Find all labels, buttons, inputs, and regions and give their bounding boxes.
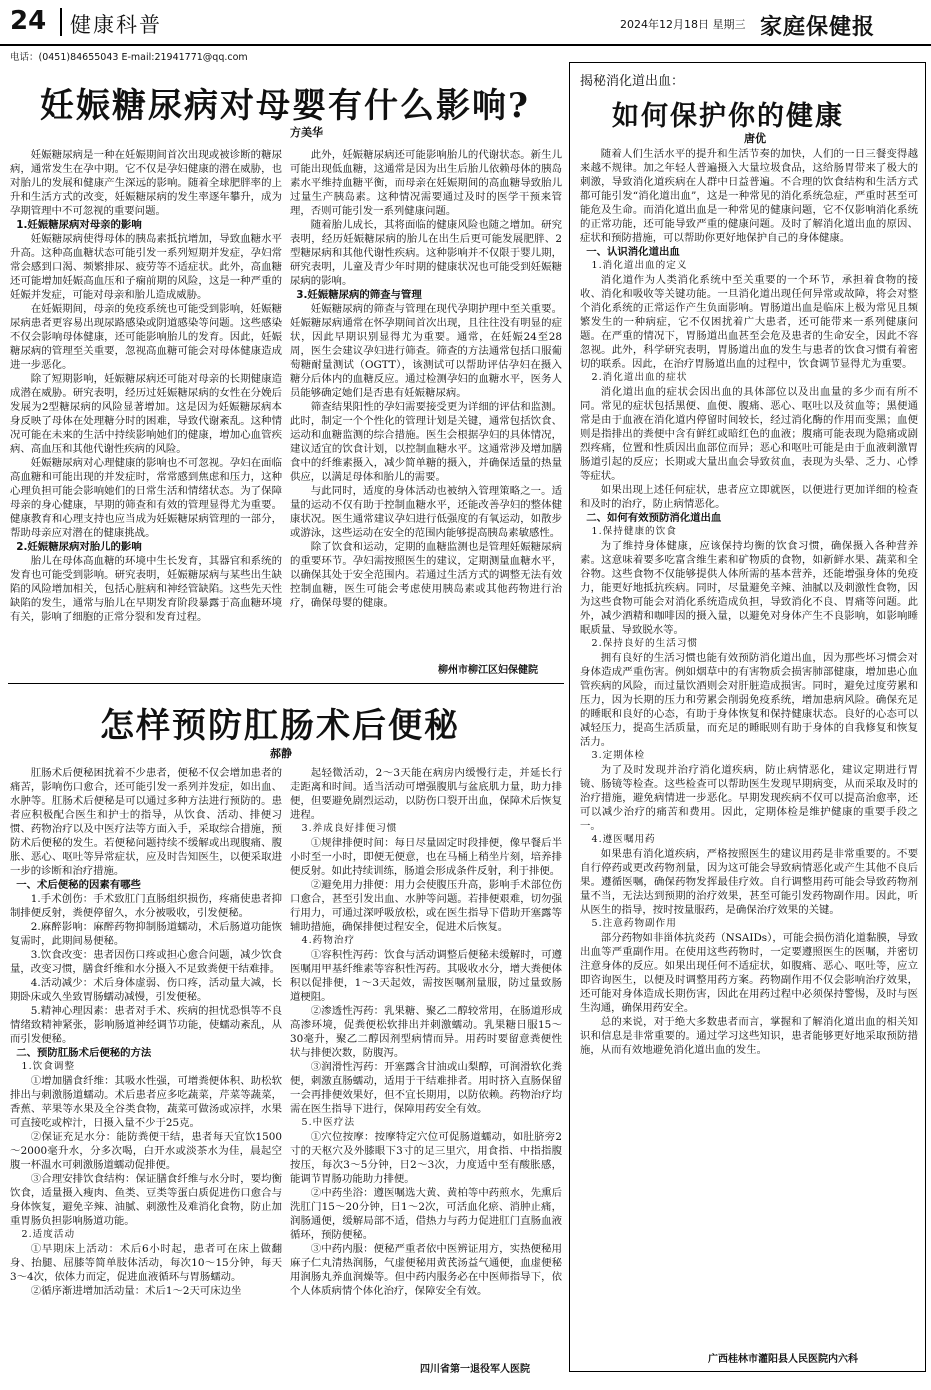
- paragraph: 筛查结果阳性的孕妇需要接受更为详细的评估和监测。此时，制定一个个性化的管理计划是关键，通常包括饮食、运动和血糖监测的综合措施。医生会根据孕妇的具体情况，建议适宜的饮食计划，以控制血糖水平。这通常涉及增加膳食中的纤维素摄入，减少简单糖的摄入，并确保适量的热量供应，以满足母体和胎儿的需要。: [290, 401, 562, 483]
- section-name: 健康科普: [70, 13, 162, 37]
- paragraph: 随着胎儿成长，其将面临的健康风险也随之增加。研究表明，经历妊娠糖尿病的胎儿在出生后更可能发展肥胖、2型糖尿病和其他代谢性疾病。这种影响并不仅限于婴儿期，研究表明，儿童及青少年时期的健康状况也可能受到妊娠糖尿病的影响。: [290, 219, 562, 287]
- paragraph: 妊娠糖尿病的筛查与管理在现代孕期护理中至关重要。妊娠糖尿病通常在怀孕期间首次出现，且往往没有明显的症状，因此早期识别显得尤为重要。通常，在妊娠24至28周，医生会建议孕妇进行筛查。筛查的方法通常包括口服葡萄糖耐量测试（OGTT），该测试可以帮助评估孕妇在摄入糖分后体内的血糖反应。通过检测孕妇的血糖水平，医务人员能够确定她们是否患有妊娠糖尿病。: [290, 303, 562, 399]
- article-divider: [8, 683, 564, 684]
- paragraph: 4.活动减少：术后身体虚弱、伤口疼，活动量大减，长期卧床或久坐致胃肠蠕动减慢，引发便秘。: [10, 977, 282, 1003]
- paragraph: ②保证充足水分：能防粪便干结，患者每天宜饮1500～2000毫升水，分多次喝，白开水或淡茶水为佳，晨起空腹一杯温水可刺激肠道蠕动促排便。: [10, 1131, 282, 1171]
- article1-title: 妊娠糖尿病对母婴有什么影响?: [40, 86, 530, 126]
- paragraph: 为了维持身体健康，应该保持均衡的饮食习惯，确保摄入各种营养素。这意味着要多吃富含维生素和矿物质的食物，如新鲜水果、蔬菜和全谷物。这些食物不仅能够提供人体所需的基本营养，还能增强身体的免疫力，能更好地抵抗疾病。同时，尽量避免辛辣、油腻以及刺激性食物，因为这些食物可能会对消化系统造成负担，导致消化不良、胃痛等问题。此外，减少酒精和咖啡因的摄入量，以避免对身体产生不良影响，如影响睡眠质量、导致脱水等。: [580, 540, 918, 636]
- paragraph: 随着人们生活水平的提升和生活节奏的加快，人们的一日三餐变得越来越不规律。加之年轻人普遍摄入大量垃圾食品，这给肠胃带来了极大的刺激，导致消化道疾病在人群中日益普遍。不合理的饮食结构和生活方式都可能引发“消化道出血”，这是一种常见的消化系统急症，严重时甚至可能危及生命。而消化道出血是一种常见的健康问题，它不仅影响消化系统的正常功能，还可能导致严重的健康问题。及时了解消化道出血的原因、症状和预防措施，可以帮助你更好地保护自己的身体健康。: [580, 148, 918, 244]
- masthead: [0, 0, 931, 46]
- page-number: 24: [10, 6, 47, 36]
- paragraph: ②中药坐浴：遵医嘱选大黄、黄柏等中药煎水，先熏后洗肛门15～20分钟，日1～2次，可活血化瘀、消肿止痛，润肠通便，缓解局部不适，借热力与药力促进肛门直肠血液循环，预防便秘。: [290, 1187, 562, 1241]
- paper-name: 家庭保健报: [760, 14, 876, 40]
- paragraph: 在妊娠期间，母亲的免疫系统也可能受到影响，妊娠糖尿病患者更容易出现尿路感染或阴道感染等问题。这些感染不仅会影响母体健康，还可能影响胎儿的发育。因此，妊娠糖尿病的管理至关重要，忽视高血糖可能会对母体健康造成进一步恶化。: [10, 303, 282, 371]
- paragraph: 2.麻醉影响：麻醉药物抑制肠道蠕动，术后肠道功能恢复需时，此期间易便秘。: [10, 921, 282, 947]
- subheading: 5.中医疗法: [301, 1117, 356, 1128]
- subheading: 二、预防肛肠术后便秘的方法: [16, 1047, 152, 1059]
- paragraph: 5.精神心理因素：患者对手术、疾病的担忧恐惧等不良情绪致精神紧张，影响肠道神经调节功能，使蠕动紊乱，从而引发便秘。: [10, 1005, 282, 1045]
- sidebar-kicker: 揭秘消化道出血：: [580, 74, 685, 89]
- article2-col2: [290, 766, 562, 1360]
- subheading: 3.定期体检: [591, 750, 646, 761]
- paragraph: ③中药内服：便秘严重者依中医辨证用方，实热便秘用麻子仁丸清热润肠，气虚便秘用黄芪汤益气通便，血虚便秘用润肠丸养血润燥等。但中药内服务必在中医师指导下，依个人体质病情个体化治疗，保障安全有效。: [290, 1243, 562, 1297]
- subheading: 3.妊娠糖尿病的筛查与管理: [296, 289, 422, 301]
- paragraph: 为了及时发现并治疗消化道疾病，防止病情恶化，建议定期进行胃镜、肠镜等检查。这些检查可以帮助医生发现早期病变，从而采取及时的治疗措施，避免病情进一步恶化。早期发现疾病不仅可以提高治愈率，还可以减少治疗的痛苦和费用。因此，定期体检是维护健康的重要手段之一。: [580, 764, 918, 832]
- paragraph: ①增加膳食纤维：其吸水性强，可增粪便体积、助松软排出与刺激肠道蠕动。术后患者应多吃蔬菜，芹菜等蔬菜，香蕉、苹果等水果及全谷类食物，蔬菜可做汤或凉拌，水果可直接吃或榨汁，日摄入量不少于25克。: [10, 1075, 282, 1129]
- article1-source: 柳州市柳江区妇保健院: [438, 665, 538, 676]
- sidebar-source: 广西桂林市灌阳县人民医院内六科: [708, 1354, 858, 1365]
- paragraph: ②避免用力排便：用力会使腹压升高，影响手术部位伤口愈合，甚至引发出血、水肿等问题。若排便艰难，切勿强行用力，可通过深呼吸放松，或在医生指导下借助开塞露等辅助措施，确保排便过程安全，促进术后恢复。: [290, 879, 562, 933]
- subheading: 2.适度活动: [21, 1229, 76, 1240]
- article1-col1: [10, 148, 282, 676]
- paragraph: 拥有良好的生活习惯也能有效预防消化道出血，因为那些坏习惯会对身体造成严重伤害。例如烟草中的有害物质会损害肺部健康，增加患心血管疾病的风险，而过量饮酒则会对肝脏造成损害。同时，避免过度劳累和压力，因为长期的压力和劳累会削弱免疫系统，增加患病风险。确保充足的睡眠和良好的心态，有助于身体恢复和保持健康状态。良好的心态可以减轻压力，提高生活质量，而充足的睡眠则有助于身体的自我修复和恢复活力。: [580, 652, 918, 748]
- paragraph: 妊娠糖尿病使得母体的胰岛素抵抗增加，导致血糖水平升高。这种高血糖状态可能引发一系列短期并发症，孕妇常常会感到口渴、频繁排尿、疲劳等不适症状。此外，高血糖还可能增加妊娠高血压和子痫前期的风险，这是一种严重的妊娠并发症，可能对母亲和胎儿造成威胁。: [10, 233, 282, 301]
- paragraph: ③合理安排饮食结构：保证膳食纤维与水分时，要均衡饮食，适量摄入瘦肉、鱼类、豆类等蛋白质促进伤口愈合与身体恢复，避免辛辣、油腻、刺激性及难消化食物，防止加重胃肠负担影响肠道功能。: [10, 1173, 282, 1227]
- paragraph: 1.手术创伤：手术致肛门直肠组织损伤，疼痛使患者抑制排便反射，粪便停留久，水分被吸收，引发便秘。: [10, 893, 282, 919]
- subheading: 4.药物治疗: [301, 935, 356, 946]
- paragraph: 胎儿在母体高血糖的环境中生长发育，其器官和系统的发育也可能受到影响。研究表明，妊娠糖尿病与某些出生缺陷的风险增加相关，包括心脏病和神经管缺陷。这些先天性缺陷的发生，通常与胎儿在早期发育阶段暴露于高血糖环境有关，影响了细胞的正常分裂和发育过程。: [10, 555, 282, 623]
- paragraph: 妊娠糖尿病是一种在妊娠期间首次出现或被诊断的糖尿病，通常发生在孕中期。它不仅是孕妇健康的潜在威胁，也对胎儿的发展和健康产生深远的影响。随着全球肥胖率的上升和生活方式的改变，妊娠糖尿病的发生率逐年攀升，成为孕期管理中不可忽视的重要问题。: [10, 149, 282, 217]
- paragraph: 除了饮食和运动，定期的血糖监测也是管理妊娠糖尿病的重要环节。孕妇需按照医生的建议，定期测量血糖水平，以确保其处于安全范围内。若通过生活方式的调整无法有效控制血糖，医生可能会考虑使用胰岛素或其他药物进行治疗，确保母婴的健康。: [290, 541, 562, 609]
- paragraph: ①穴位按摩：按摩特定穴位可促肠道蠕动，如肚脐旁2寸的天枢穴及外膝眼下3寸的足三里穴，用食指、中指指腹按压，每次3～5分钟，日2～3次，力度适中至有酸胀感，能调节胃肠功能助力排便。: [290, 1131, 562, 1185]
- subheading: 二、如何有效预防消化道出血: [586, 512, 722, 524]
- paragraph: ①规律排便时间：每日尽量固定时段排便，像早餐后半小时至一小时，即便无便意，也在马桶上稍坐片刻，培养排便反射。如此持续训练，肠道会形成条件反射，利于排便。: [290, 837, 562, 877]
- subheading: 1.消化道出血的定义: [591, 260, 688, 271]
- paragraph: 与此同时，适度的身体活动也被纳入管理策略之一。适量的运动不仅有助于控制血糖水平，还能改善孕妇的整体健康状况。医生通常建议孕妇进行低强度的有氧运动，如散步或游泳，这些运动在安全的范围内能够提高胰岛素敏感性。: [290, 485, 562, 539]
- paragraph: 妊娠糖尿病对心理健康的影响也不可忽视。孕妇在面临高血糖和可能出现的并发症时，常常感到焦虑和压力，这种心理负担可能会影响她们的日常生活和情绪状态。为了保障母亲的身心健康，早期的筛查和有效的管理显得尤为重要。健康教育和心理支持也应当成为妊娠糖尿病管理的一部分，帮助母亲应对潜在的健康挑战。: [10, 457, 282, 539]
- masthead-divider: [60, 8, 62, 36]
- paragraph: ②循序渐进增加活动量：术后1～2天可床边坐: [30, 1285, 242, 1297]
- paragraph: 消化道作为人类消化系统中至关重要的一个环节，承担着食物的接收、消化和吸收等关键功能。一旦消化道出现任何异常或故障，将会对整个消化系统的正常运作产生负面影响。胃肠道出血是临床上极为常见且频繁发生的一种病症，它不仅困扰着广大患者，还可能带来一系列健康问题。在严重的情况下，胃肠道出血甚至会危及患者的生命安全，因此不容忽视。此外，科学研究表明，胃肠道出血的发生与患者的饮食习惯有着密切的联系。因此，在治疗胃肠道出血的过程中，饮食调节显得尤为重要。: [580, 274, 918, 370]
- subheading: 2.妊娠糖尿病对胎儿的影响: [16, 541, 142, 553]
- paragraph: 起轻微活动，2～3天能在病房内缓慢行走，并延长行走距离和时间。适当活动可增强腹肌与盆底肌力量，助力排便，但要避免剧烈运动，以防伤口裂开出血，保障术后恢复进程。: [290, 767, 562, 821]
- subheading: 2.消化道出血的症状: [591, 372, 688, 383]
- paragraph: 如果患有消化道疾病，严格按照医生的建议用药是非常重要的。不要自行停药或更改药物剂量，因为这可能会导致病情恶化或产生其他不良后果。遵循医嘱，确保药物发挥最佳疗效。自行调整用药可能会导致药物剂量不当，无法达到预期的治疗效果，甚至可能引发药物副作用。因此，听从医生的指导，按时按量服药，是确保治疗效果的关键。: [580, 848, 918, 916]
- article2-col1: [10, 766, 282, 1376]
- paragraph: 部分药物如非甾体抗炎药（NSAIDs），可能会损伤消化道黏膜，导致出血等严重副作用。在使用这些药物时，一定要遵照医生的医嘱，并密切注意身体的反应。如果出现任何不适症状，如腹痛、恶心、呕吐等，应立即咨询医生，以便及时调整用药方案。药物副作用不仅会影响治疗效果，还可能对身体造成长期伤害，因此在用药过程中必须保持警惕，及时与医生沟通，确保用药安全。: [580, 932, 918, 1014]
- subheading: 一、术后便秘的因素有哪些: [16, 879, 141, 891]
- paragraph: ②渗透性泻药：乳果糖、聚乙二醇较常用，在肠道形成高渗环境，促粪便松软排出并刺激蠕动。乳果糖日服15～30毫升，聚乙二醇因剂型病情而异。用药时要留意粪便性状与排便次数，防腹泻。: [290, 1005, 562, 1059]
- paragraph: 如果出现上述任何症状，患者应立即就医，以便进行更加详细的检查和及时的治疗，防止病情恶化。: [580, 484, 918, 510]
- article2-title: 怎样预防肛肠术后便秘: [100, 706, 460, 746]
- article2-source: 四川省第一退役军人医院: [420, 1364, 530, 1375]
- paragraph: 消化道出血的症状会因出血的具体部位以及出血量的多少而有所不同。常见的症状包括黑便、血便、腹痛、恶心、呕吐以及贫血等；黑便通常是由于血液在消化道内停留时间较长，经过消化酶的作用而变黑；血便则是指排出的粪便中含有鲜红或暗红色的血液；腹痛可能表现为隐痛或剧烈疼痛，位置和性质因出血部位而异；恶心和呕吐可能是由于血液刺激胃肠道引起的反应；长期或大量出血会导致贫血，表现为头晕、乏力、心悸等症状。: [580, 386, 918, 482]
- subheading: 一、认识消化道出血: [586, 246, 680, 258]
- issue-date: 2024年12月18日 星期三: [620, 18, 746, 31]
- subheading: 4.遵医嘱用药: [591, 834, 656, 845]
- paragraph: ③润滑性泻药：开塞露含甘油或山梨醇，可润滑软化粪便，刺激直肠蠕动，适用于干结难排者。用时挤入直肠保留一会再排便效果好，但不宜长期用，以防依赖。药物治疗均需在医生指导下进行，保障用药安全有效。: [290, 1061, 562, 1115]
- article2-author: 郝静: [270, 747, 292, 760]
- paragraph: 总的来说，对于绝大多数患者而言，掌握和了解消化道出血的相关知识和信息是非常重要的。通过学习这些知识，患者能够更好地采取预防措施，从而有效地避免消化道出血的发生。: [580, 1016, 918, 1056]
- sidebar-title: 如何保护你的健康: [612, 101, 844, 132]
- subheading: 1.饮食调整: [21, 1061, 76, 1072]
- sidebar-body: [580, 147, 918, 1347]
- subheading: 1.保持健康的饮食: [591, 526, 677, 537]
- paragraph: 肛肠术后便秘困扰着不少患者，便秘不仅会增加患者的痛苦，影响伤口愈合，还可能引发一系列并发症，如出血、水肿等。肛肠术后便秘是可以通过多种方法进行预防的。患者应积极配合医生和护士的指导，从饮食、活动、排便习惯、药物治疗以及中医疗法等方面入手，采取综合措施，预防术后便秘的发生。若便秘问题持续不缓解或出现腹痛、腹胀、恶心、呕吐等异常症状，应及时告知医生，以便采取进一步的诊断和治疗措施。: [10, 767, 282, 877]
- paragraph: 除了短期影响，妊娠糖尿病还可能对母亲的长期健康造成潜在威胁。研究表明，经历过妊娠糖尿病的女性在分娩后发展为2型糖尿病的风险显著增加。这是因为妊娠糖尿病本身反映了母体在处理糖分时的困难，导致代谢紊乱。这种情况可能在未来的生活中持续影响她们的健康，增加心血管疾病、高血压和其他代谢性疾病的风险。: [10, 373, 282, 455]
- paragraph: 此外，妊娠糖尿病还可能影响胎儿的代谢状态。新生儿可能出现低血糖，这通常是因为出生后胎儿依赖母体的胰岛素水平维持血糖平衡，而母亲在妊娠期间的高血糖导致胎儿过量生产胰岛素。这种情况需要通过及时的医学干预来管理，否则可能引发一系列健康问题。: [290, 149, 562, 217]
- contact-line: 电话：(0451)84655043 E-mail:21941771@qq.com: [10, 52, 248, 63]
- subheading: 5.注意药物副作用: [591, 918, 677, 929]
- article1-col2: [290, 148, 562, 660]
- article1-author: 方美华: [290, 126, 323, 139]
- paragraph: ①早期床上活动：术后6小时起，患者可在床上做翻身、抬腿、屈膝等简单肢体活动，每次10～15分钟，每天3～4次，依体力而定，促进血液循环与胃肠蠕动。: [10, 1243, 282, 1283]
- subheading: 1.妊娠糖尿病对母亲的影响: [16, 219, 142, 231]
- sidebar-author: 唐优: [744, 132, 766, 145]
- subheading: 3.养成良好排便习惯: [301, 823, 398, 834]
- paragraph: ①容积性泻药：饮食与活动调整后便秘未缓解时，可遵医嘱用甲基纤维素等容积性泻药。其吸收水分，增大粪便体积以促排便，1～3天起效，需按医嘱剂量服，防过量致肠道梗阻。: [290, 949, 562, 1003]
- subheading: 2.保持良好的生活习惯: [591, 638, 699, 649]
- paragraph: 3.饮食改变：患者因伤口疼或担心愈合问题，减少饮食量，改变习惯，膳食纤维和水分摄入不足致粪便干结难排。: [10, 949, 282, 975]
